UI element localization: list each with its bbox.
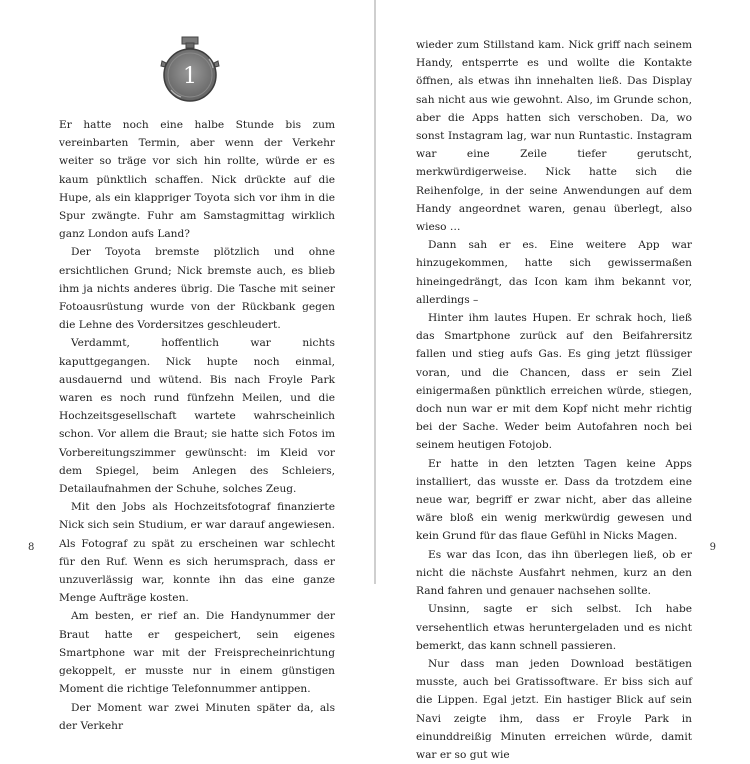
paragraph: Verdammt, hoffentlich war nichts kaputtgegangen. Nick hupte noch einmal, ausdauernd und wütend. Bis nach Froyle Park waren es noch rund fünfzehn Meilen, und die Hochzeitsgesellschaft wartete wahrscheinlich schon. Vor allem die Braut; sie hatte sich Fotos im Vorbereitungszimmer gewünscht: im Kleid vor dem Spiegel, beim Anlegen des Schleiers, Detailaufnahmen der Schuhe, solches Zeug. (59, 337, 335, 496)
left-page-text (59, 116, 335, 735)
page-number: 9 (709, 542, 716, 553)
paragraph: Der Moment war zwei Minuten später da, als der Verkehr (59, 701, 335, 732)
page-number: 8 (28, 542, 35, 553)
chapter-number: 1 (183, 64, 197, 89)
paragraph: Mit den Jobs als Hochzeitsfotograf finanzierte Nick sich sein Studium, er war darauf angewiesen. Als Fotograf zu spät zu erscheinen war schlecht für den Ruf. Wenn es sich herumsprach, dass er unzuverlässig war, konnte ihn das eine ganze Menge Aufträge kosten. (59, 501, 335, 605)
paragraph: Der Toyota bremste plötzlich und ohne ersichtlichen Grund; Nick bremste auch, es blieb ihm ja nichts anderes übrig. Die Tasche mit seiner Fotoausrüstung wurde von der Rückbank gegen die Lehne des Vordersitzes geschleudert. (59, 246, 335, 332)
paragraph: Er hatte noch eine halbe Stunde bis zum vereinbarten Termin, aber wenn der Verkehr weiter so träge vor sich hin rollte, würde er es kaum pünktlich schaffen. Nick drückte auf die Hupe, als ein klappriger Toyota sich vor ihm in die Spur zwängte. Fuhr am Samstagmittag wirklich ganz London aufs Land? (59, 119, 335, 241)
paragraph: Er hatte in den letzten Tagen keine Apps installiert, das wusste er. Dass da trotzdem eine neue war, begriff er zwar nicht, aber das alleine wäre bloß ein wenig merkwürdig gewesen und kein Grund für das flaue Gefühl in Nicks Magen. (416, 457, 692, 543)
left-page (0, 0, 374, 732)
paragraph: wieder zum Stillstand kam. Nick griff nach seinem Handy, entsperrte es und wollte die Kontakte öffnen, als etwas ihn innehalten ließ. Das Display sah nicht aus wie gewohnt. Also, im Grunde schon, aber die Apps hatten sich verschoben. Da, wo sonst Instagram lag, war nun Runtastic. Instagram war eine Zeile tiefer gerutscht, merkwürdigerweise. Nick hatte sich die Reihenfolge, in der seine Anwendungen auf dem Handy angeordnet waren, genau überlegt, also wieso … (416, 39, 692, 234)
right-page (376, 0, 750, 761)
paragraph: Unsinn, sagte er sich selbst. Ich habe versehentlich etwas heruntergeladen und es nicht bemerkt, das kann schnell passieren. (416, 603, 692, 652)
chapter-number-emblem-icon (155, 35, 225, 105)
paragraph: Nur dass man jeden Download bestätigen musste, auch bei Gratissoftware. Er biss sich auf die Lippen. Egal jetzt. Ein hastiger Blick auf sein Navi zeigte ihm, dass er Froyle Park in einunddreißig Minuten erreichen würde, damit war er so gut wie (416, 657, 692, 761)
paragraph: Am besten, er rief an. Die Handynummer der Braut hatte er gespeichert, sein eigenes Smartphone war mit der Freisprecheinrichtung gekoppelt, er musste nur in einem günstigen Moment die richtige Telefonnummer antippen. (59, 610, 335, 696)
right-page-text (416, 36, 692, 764)
paragraph: Es war das Icon, das ihn überlegen ließ, ob er nicht die nächste Ausfahrt nehmen, kurz an den Rand fahren und genauer nachsehen sollte. (416, 548, 692, 598)
paragraph: Dann sah er es. Eine weitere App war hinzugekommen, hatte sich gewissermaßen hineingedrängt, das Icon kam ihm bekannt vor, allerdings – (416, 239, 692, 306)
paragraph: Hinter ihm lautes Hupen. Er schrak hoch, ließ das Smartphone zurück auf den Beifahrersitz fallen und stieg aufs Gas. Es ging jetzt flüssiger voran, und die Chancen, dass er sein Ziel einigermaßen pünktlich erreichen würde, stiegen, doch nun war er mit dem Kopf nicht mehr richtig bei der Sache. Weder beim Autofahren noch bei seinem heutigen Fotojob. (416, 312, 692, 452)
